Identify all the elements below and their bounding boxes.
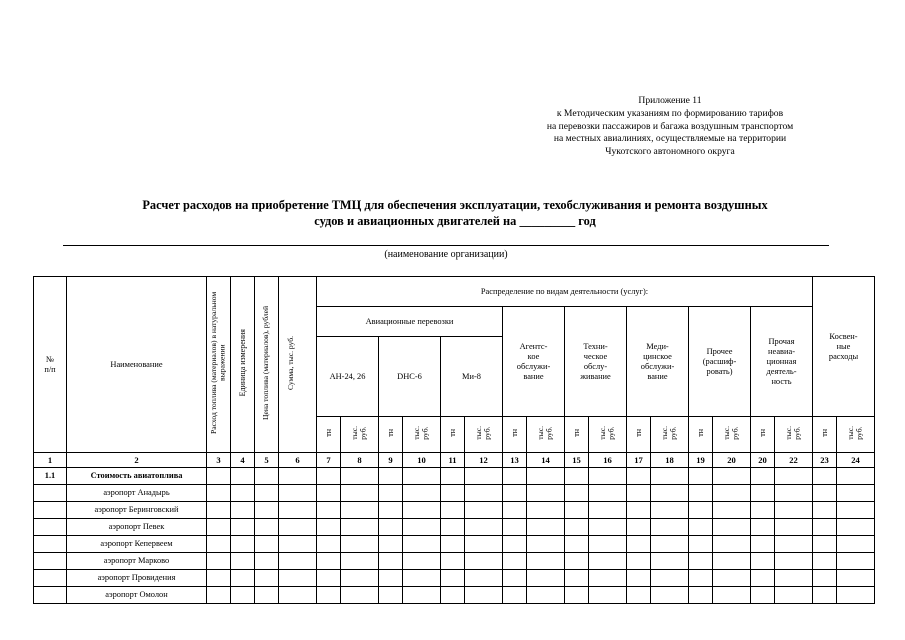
value-cell [713,553,751,570]
value-cell [527,502,565,519]
value-cell [231,570,255,587]
value-cell [689,536,713,553]
value-cell [589,485,627,502]
subheader-tn-text: тн [758,429,767,437]
table-row [34,485,875,502]
subheader-tn-text: тн [324,429,333,437]
value-cell [403,553,441,570]
subheader-rub [403,417,441,453]
value-cell [503,536,527,553]
value-cell [589,587,627,604]
value-cell [713,502,751,519]
value-cell [651,502,689,519]
value-cell [775,485,813,502]
row-number-cell [34,485,67,502]
subheader-rub [651,417,689,453]
column-number: 13 [503,453,527,468]
airport-name: аэропорт Певек [67,519,207,536]
column-number: 9 [379,453,403,468]
value-cell [565,570,589,587]
value-cell [775,553,813,570]
header-number: № п/п [34,277,67,453]
value-cell [689,502,713,519]
value-cell [813,536,837,553]
column-number: 8 [341,453,379,468]
value-cell [713,536,751,553]
subheader-tn-text: тн [386,429,395,437]
subheader-rub-text: тыс. руб. [722,426,740,440]
value-cell [813,587,837,604]
subheader-tn [441,417,465,453]
value-cell [279,536,317,553]
subheader-rub [589,417,627,453]
value-cell [713,485,751,502]
table-row [34,502,875,519]
value-cell [279,519,317,536]
subheader-rub-text: тыс. руб. [598,426,616,440]
column-number: 20 [751,453,775,468]
airport-name: аэропорт Омолон [67,587,207,604]
subheader-rub-text: тыс. руб. [350,426,368,440]
value-cell [565,587,589,604]
value-cell [441,502,465,519]
column-number: 12 [465,453,503,468]
airport-name: аэропорт Беринговский [67,502,207,519]
value-cell [503,570,527,587]
header-consumption [207,277,231,453]
subheader-rub-text: тыс. руб. [536,426,554,440]
value-cell [341,536,379,553]
value-cell [689,519,713,536]
value-cell [503,553,527,570]
value-cell [279,485,317,502]
value-cell [465,485,503,502]
organization-caption: (наименование организации) [384,249,508,260]
value-cell [565,536,589,553]
header-an24: АН-24, 26 [317,337,379,417]
value-cell [341,553,379,570]
column-number: 10 [403,453,441,468]
value-cell [379,536,403,553]
value-cell [503,502,527,519]
header-consumption-text: Расход топлива (материалов) в натуральном выражении [209,291,227,435]
value-cell [527,553,565,570]
value-cell [465,587,503,604]
table-row [34,553,875,570]
value-cell [627,536,651,553]
organization-name-line [63,245,829,246]
value-cell [651,587,689,604]
value-cell [527,519,565,536]
value-cell [207,587,231,604]
value-cell [751,587,775,604]
value-cell [751,502,775,519]
value-cell [403,502,441,519]
value-cell [379,502,403,519]
value-cell [255,570,279,587]
value-cell [651,570,689,587]
header-air-transport: Авиационные перевозки [317,307,503,337]
value-cell [207,570,231,587]
value-cell [751,570,775,587]
value-cell [341,502,379,519]
subheader-tn [813,417,837,453]
value-cell [651,536,689,553]
value-cell [689,570,713,587]
subheader-rub-text: тыс. руб. [784,426,802,440]
value-cell [465,553,503,570]
section-label: Стоимость авиатоплива [67,468,207,485]
column-number: 2 [67,453,207,468]
value-cell [589,536,627,553]
subheader-tn [627,417,651,453]
value-cell [255,553,279,570]
value-cell [207,553,231,570]
value-cell [403,485,441,502]
value-cell [565,553,589,570]
value-cell [837,502,875,519]
table-row [34,570,875,587]
value-cell [751,536,775,553]
subheader-tn [379,417,403,453]
subheader-tn-text: тн [696,429,705,437]
value-cell [465,536,503,553]
table-row [34,519,875,536]
value-cell [775,502,813,519]
column-number: 7 [317,453,341,468]
subheader-rub [341,417,379,453]
value-cell [813,519,837,536]
value-cell [837,570,875,587]
subheader-tn-text: тн [634,429,643,437]
header-agency: Агентс- кое обслужи- вание [503,307,565,417]
value-cell [317,553,341,570]
value-cell [317,502,341,519]
column-number-row [34,453,875,468]
value-cell [379,519,403,536]
value-cell [527,587,565,604]
value-cell [207,502,231,519]
value-cell [379,485,403,502]
appendix-line: Приложение 11 [638,95,702,106]
value-cell [713,519,751,536]
value-cell [441,553,465,570]
subheader-tn [317,417,341,453]
header-dhc6: DHC-6 [379,337,441,417]
subheader-rub [713,417,751,453]
column-number: 19 [689,453,713,468]
value-cell [403,587,441,604]
subheader-tn [751,417,775,453]
value-cell [207,519,231,536]
header-indirect: Косвен- ные расходы [813,277,875,417]
subheader-tn [503,417,527,453]
value-cell [441,485,465,502]
value-cell [317,519,341,536]
value-cell [317,485,341,502]
value-cell [231,519,255,536]
value-cell [813,553,837,570]
value-cell [689,587,713,604]
value-cell [465,502,503,519]
value-cell [231,587,255,604]
section-row [34,468,875,485]
airport-name: аэропорт Анадырь [67,485,207,502]
row-number-cell [34,502,67,519]
appendix-line: на перевозки пассажиров и багажа воздушным транспортом [546,120,794,132]
subheader-rub-text: тыс. руб. [474,426,492,440]
header-mi8: Ми-8 [441,337,503,417]
value-cell [255,536,279,553]
value-cell [775,536,813,553]
value-cell [341,485,379,502]
value-cell [589,519,627,536]
title-line-2: судов и авиационных двигателей на _________ год [314,214,596,228]
column-number: 14 [527,453,565,468]
header-sum [279,277,317,453]
column-number: 22 [775,453,813,468]
calculation-table [33,276,875,604]
value-cell [231,485,255,502]
value-cell [527,485,565,502]
value-cell [279,587,317,604]
value-cell [775,519,813,536]
value-cell [527,570,565,587]
value-cell [279,553,317,570]
subheader-tn-text: тн [448,429,457,437]
column-number: 11 [441,453,465,468]
value-cell [231,553,255,570]
airport-name: аэропорт Кепервеем [67,536,207,553]
value-cell [627,587,651,604]
column-number: 24 [837,453,875,468]
value-cell [255,519,279,536]
value-cell [713,570,751,587]
airport-name: аэропорт Марково [67,553,207,570]
header-medical: Меди- цинское обслужи- вание [627,307,689,417]
value-cell [837,587,875,604]
value-cell [689,553,713,570]
appendix-note [470,95,870,159]
header-sum-text: Сумма, тыс. руб. [285,335,295,391]
table-row [34,587,875,604]
value-cell [627,553,651,570]
column-number: 4 [231,453,255,468]
subheader-rub-text: тыс. руб. [412,426,430,440]
value-cell [341,587,379,604]
row-number-cell [34,536,67,553]
value-cell [379,587,403,604]
row-number-cell [34,570,67,587]
value-cell [317,536,341,553]
value-cell [837,553,875,570]
value-cell [341,519,379,536]
subheader-tn-text: тн [820,429,829,437]
value-cell [651,553,689,570]
header-distribution: Распределение по видам деятельности (услуг): [317,277,813,307]
value-cell [231,502,255,519]
value-cell [565,485,589,502]
value-cell [279,502,317,519]
column-number: 6 [279,453,317,468]
appendix-line: к Методическим указаниям по формированию тарифов [556,107,784,119]
title-line-1: Расчет расходов на приобретение ТМЦ для обеспечения эксплуатации, техобслуживания и ремонта воздушных [142,198,768,212]
airport-name: аэропорт Провидения [67,570,207,587]
appendix-line: Чукотского автономного округа [605,146,735,158]
value-cell [775,587,813,604]
row-number-cell [34,519,67,536]
value-cell [441,519,465,536]
subheader-tn [565,417,589,453]
subheader-tn [689,417,713,453]
subheader-rub [465,417,503,453]
value-cell [279,570,317,587]
value-cell [651,519,689,536]
value-cell [465,570,503,587]
value-cell [441,587,465,604]
value-cell [379,553,403,570]
column-number: 17 [627,453,651,468]
value-cell [441,536,465,553]
value-cell [627,485,651,502]
subheader-tn-text: тн [572,429,581,437]
subheader-rub [775,417,813,453]
value-cell [627,570,651,587]
subheader-rub [837,417,875,453]
value-cell [751,485,775,502]
value-cell [503,519,527,536]
value-cell [465,519,503,536]
value-cell [379,570,403,587]
value-cell [207,536,231,553]
column-number: 23 [813,453,837,468]
airport-rows [34,485,875,604]
value-cell [651,485,689,502]
value-cell [813,485,837,502]
value-cell [317,570,341,587]
value-cell [775,570,813,587]
value-cell [565,502,589,519]
value-cell [503,485,527,502]
value-cell [837,485,875,502]
value-cell [317,587,341,604]
value-cell [255,502,279,519]
value-cell [403,536,441,553]
column-number: 3 [207,453,231,468]
subheader-tn-text: тн [510,429,519,437]
value-cell [231,536,255,553]
column-number: 16 [589,453,627,468]
column-number: 20 [713,453,751,468]
value-cell [689,485,713,502]
header-other-nonaviation: Прочая неавиа- ционная деятель- ность [751,307,813,417]
value-cell [589,570,627,587]
value-cell [341,570,379,587]
value-cell [255,485,279,502]
value-cell [751,519,775,536]
column-number: 1 [34,453,67,468]
header-name: Наименование [67,277,207,453]
table-row [34,536,875,553]
value-cell [527,536,565,553]
value-cell [503,587,527,604]
column-number: 5 [255,453,279,468]
appendix-line: на местных авиалиниях, осуществляемые на территории [553,133,787,145]
value-cell [837,519,875,536]
value-cell [837,536,875,553]
value-cell [813,570,837,587]
value-cell [403,570,441,587]
value-cell [589,502,627,519]
header-tech: Техни- ческое обслу- живание [565,307,627,417]
column-number: 15 [565,453,589,468]
header-price [255,277,279,453]
row-number-cell [34,553,67,570]
value-cell [565,519,589,536]
header-unit-text: Единица измерения [238,329,247,397]
value-cell [403,519,441,536]
value-cell [627,502,651,519]
document-title [40,197,870,229]
value-cell [207,485,231,502]
value-cell [627,519,651,536]
header-unit [231,277,255,453]
header-price-text: Цена топлива (материалов), рублей [261,305,271,421]
value-cell [751,553,775,570]
section-number: 1.1 [34,468,67,485]
subheader-rub-text: тыс. руб. [660,426,678,440]
value-cell [255,587,279,604]
header-other: Прочее (расшиф- ровать) [689,307,751,417]
value-cell [441,570,465,587]
column-number: 18 [651,453,689,468]
row-number-cell [34,587,67,604]
subheader-rub-text: тыс. руб. [846,426,864,440]
value-cell [813,502,837,519]
value-cell [589,553,627,570]
subheader-rub [527,417,565,453]
value-cell [713,587,751,604]
